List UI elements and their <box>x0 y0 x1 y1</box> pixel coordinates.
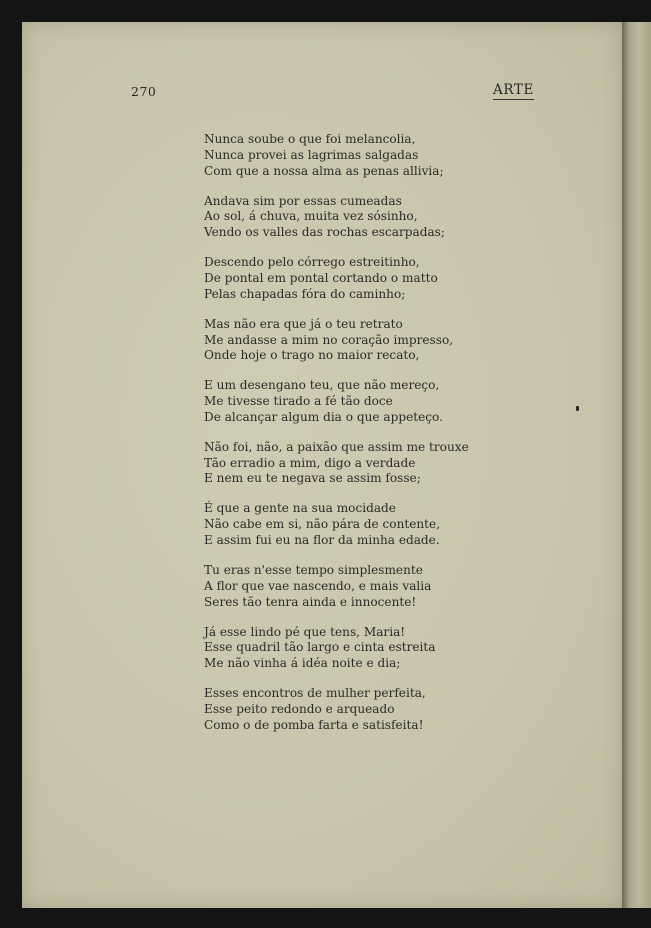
poem-line: Esse quadril tão largo e cinta estreita <box>204 640 436 655</box>
poem-line: Me não vinha á idéa noite e dia; <box>204 656 401 671</box>
stanza <box>204 378 584 425</box>
poem-line: Tu eras n'esse tempo simplesmente <box>204 563 423 578</box>
poem-line: Não foi, não, a paixão que assim me trouxe <box>204 439 469 454</box>
stanza <box>204 501 584 548</box>
poem-line: Seres tão tenra ainda e innocente! <box>204 594 417 609</box>
stanza <box>204 194 584 241</box>
page-number: 270 <box>131 84 157 99</box>
stanza <box>204 440 584 487</box>
poem-line: Já esse lindo pé que tens, Maria! <box>204 624 406 639</box>
poem <box>204 132 584 748</box>
stanza <box>204 686 584 733</box>
poem-line: De pontal em pontal cortando o matto <box>204 270 438 285</box>
poem-line: Esse peito redondo e arqueado <box>204 702 395 716</box>
stanza <box>204 625 584 672</box>
poem-line: Não cabe em si, não pára de contente, <box>204 517 441 532</box>
poem-line: Vendo os valles das rochas escarpadas; <box>204 225 445 240</box>
poem-line: Andava sim por essas cumeadas <box>204 193 402 208</box>
ink-speck <box>576 406 579 411</box>
poem-line: Mas não era que já o teu retrato <box>204 316 403 331</box>
poem-line: É que a gente na sua mocidade <box>204 501 396 516</box>
poem-line: Me andasse a mim no coração impresso, <box>204 332 454 347</box>
poem-line: A flor que vae nascendo, e mais valia <box>204 578 432 593</box>
poem-line: Como o de pomba farta e satisfeita! <box>204 717 424 732</box>
running-head: ARTE <box>493 82 534 98</box>
stanza <box>204 563 584 610</box>
poem-line: Nunca provei as lagrimas salgadas <box>204 147 419 162</box>
poem-line: Nunca soube o que foi melancolia, <box>204 132 416 146</box>
poem-line: Ao sol, á chuva, muita vez sósinho, <box>204 209 418 224</box>
poem-line: E um desengano teu, que não mereço, <box>204 378 440 393</box>
poem-line: De alcançar algum dia o que appeteço. <box>204 409 443 424</box>
poem-line: E assim fui eu na flor da minha edade. <box>204 533 440 548</box>
poem-line: Tão erradio a mim, digo a verdade <box>204 455 416 470</box>
poem-line: Esses encontros de mulher perfeita, <box>204 686 426 701</box>
poem-line: E nem eu te negava se assim fosse; <box>204 471 421 486</box>
poem-line: Me tivesse tirado a fé tão doce <box>204 394 393 409</box>
facing-page-edge <box>622 22 651 908</box>
poem-line: Descendo pelo córrego estreitinho, <box>204 255 420 270</box>
poem-line: Pelas chapadas fóra do caminho; <box>204 286 406 301</box>
stanza <box>204 317 584 364</box>
stanza <box>204 132 584 179</box>
stanza <box>204 255 584 302</box>
poem-line: Onde hoje o trago no maior recato, <box>204 348 420 363</box>
poem-line: Com que a nossa alma as penas allivia; <box>204 163 444 178</box>
